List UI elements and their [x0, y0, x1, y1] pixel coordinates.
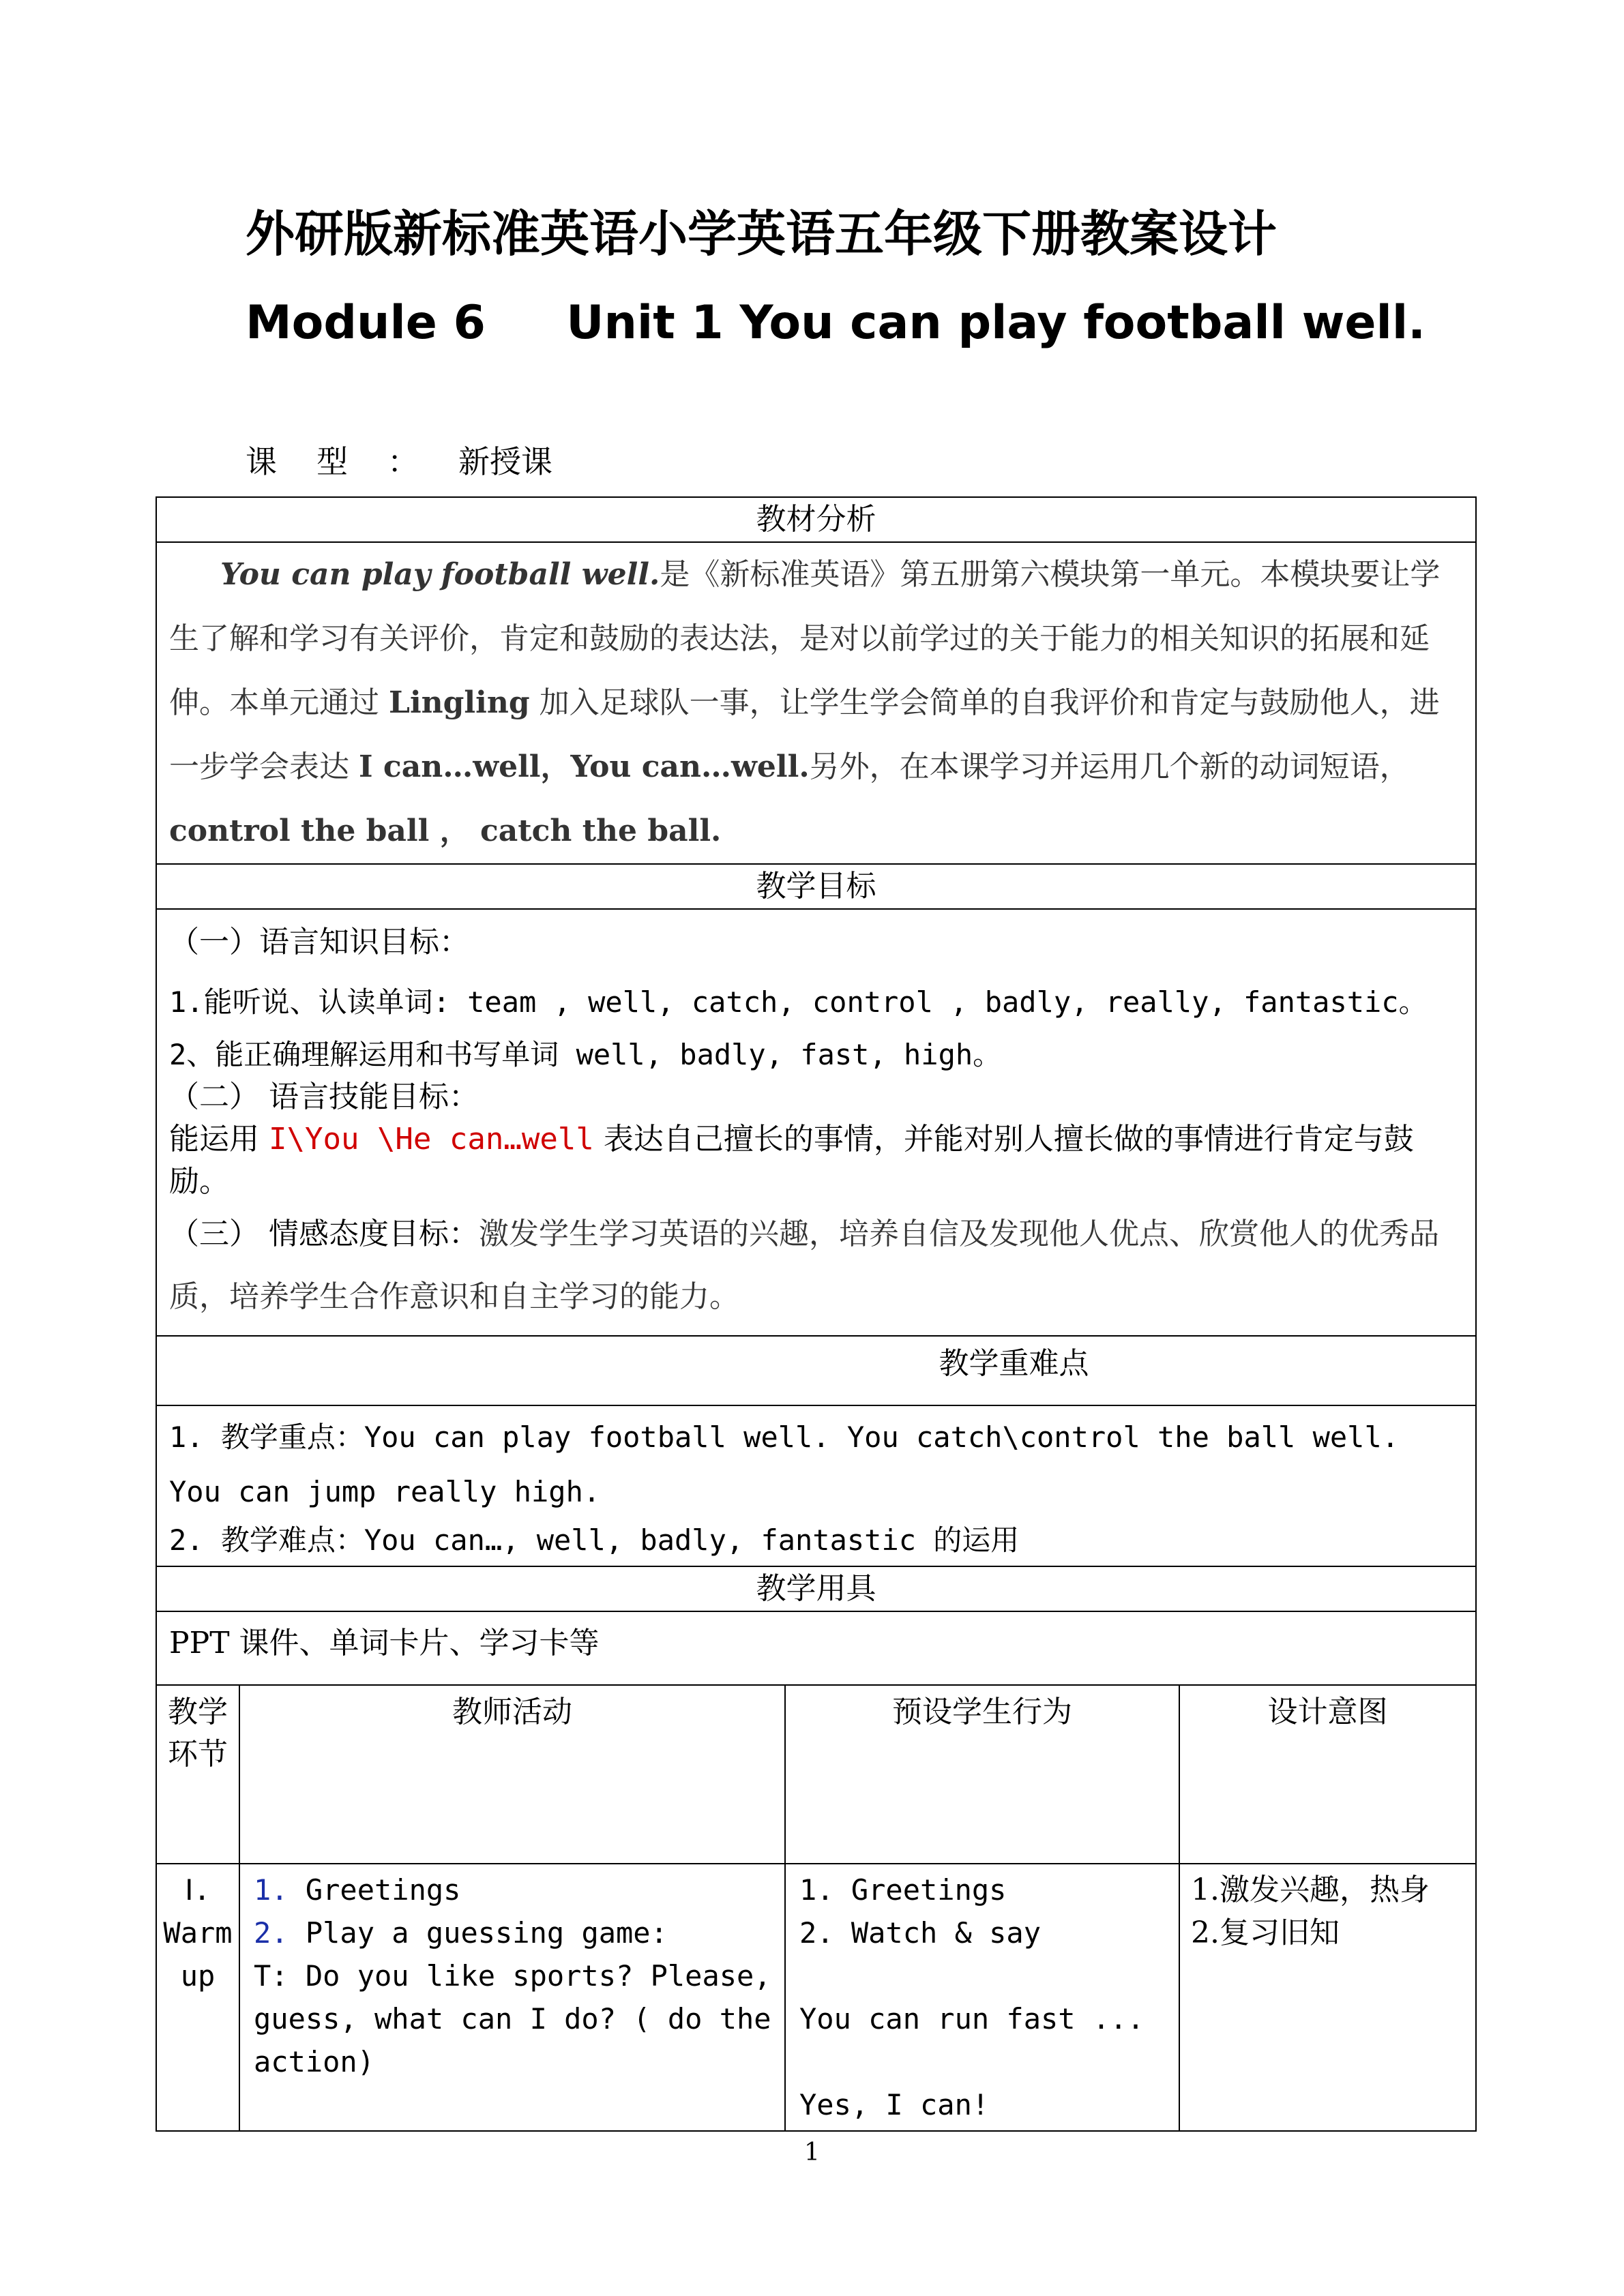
analysis-text-3: 另外，在本课学习并运用几个新的动词短语， — [809, 749, 1410, 784]
goal-3-heading: （三） 情感态度目标： — [169, 1217, 479, 1251]
teacher-step-2-num: 2. — [254, 1916, 289, 1950]
keypoints-header: 教学重难点 — [156, 1336, 1476, 1405]
student-line-3 — [799, 1954, 1173, 1997]
lesson-type-label: 课型： — [246, 443, 458, 480]
intent-line-1: 1.激发兴趣，热身 — [1191, 1873, 1430, 1907]
student-line-4: You can run fast ... — [799, 2002, 1145, 2036]
tools-content: PPT 课件、单词卡片、学习卡等 — [156, 1611, 1476, 1685]
teacher-step-2 — [254, 1911, 779, 1954]
analysis-header: 教材分析 — [156, 497, 1476, 542]
page-number: 1 — [804, 2138, 820, 2166]
lesson-type-value: 新授课 — [458, 443, 552, 480]
analysis-content — [156, 542, 1476, 864]
analysis-text-1: 是《新标准英语》第五册第六模块第一单元。本模块要让学生了解和学习有关评价，肯定和鼓励的表达法，是对以前学过的关于能力的相关知识的拓展和延伸。本单元通过 — [169, 557, 1441, 720]
goal-1-item-2: 2、能正确理解运用和书写单词 well, badly, fast, high。 — [169, 1038, 1002, 1071]
stage-cell: Ⅰ. Warm up — [156, 1864, 239, 2131]
lesson-type — [246, 442, 552, 483]
col-header-stage: 教学环节 — [156, 1685, 239, 1864]
student-line-6: Yes, I can! — [799, 2088, 990, 2121]
goal-1-heading: （一）语言知识目标： — [169, 925, 469, 959]
goal-2-text — [169, 1118, 1463, 1203]
keypoint-2: 2. 教学难点：You can…, well, badly, fantastic 的运用 — [169, 1523, 1020, 1557]
student-behavior — [785, 1864, 1179, 2131]
module-label: Module 6 — [246, 296, 486, 350]
student-line-1: 1. Greetings — [799, 1873, 1007, 1907]
goal-2-pattern: I\You \He can…well — [269, 1122, 594, 1157]
keypoint-1: 1. 教学重点：You can play football well. You catch\control the ball well. You can jump really high. — [169, 1420, 1400, 1508]
analysis-phrase-1: I can…well，You can…well. — [359, 749, 810, 784]
col-header-intent: 设计意图 — [1179, 1685, 1476, 1864]
analysis-text-2: 加入足球队一事，让学生学会简单的自我评价和肯定与鼓励他人，进一步学会表达 — [169, 685, 1440, 784]
design-intent — [1179, 1864, 1476, 2131]
teacher-step-3: T: Do you like sports? Please, guess, what can I do? ( do the action) — [254, 1959, 771, 2078]
keypoints-content — [156, 1405, 1476, 1566]
teacher-step-1 — [254, 1868, 779, 1911]
intent-line-2: 2.复习旧知 — [1191, 1915, 1340, 1950]
unit-label: Unit 1 You can play football well. — [566, 296, 1426, 350]
teacher-step-1-num: 1. — [254, 1873, 289, 1907]
goal-3 — [169, 1203, 1463, 1328]
goal-2-heading: （二） 语言技能目标： — [169, 1079, 479, 1114]
goal-3-text: 激发学生学习英语的兴趣，培养自信及发现他人优点、欣赏他人的优秀品质，培养学生合作意识和自主学习的能力。 — [169, 1217, 1439, 1314]
analysis-phrase-2: control the ball ， catch the ball. — [169, 814, 722, 848]
teacher-activity — [239, 1864, 785, 2131]
teacher-step-1-text: Greetings — [288, 1873, 461, 1907]
analysis-name: Lingling — [389, 685, 530, 720]
col-header-teacher: 教师活动 — [239, 1685, 785, 1864]
document-title: 外研版新标准英语小学英语五年级下册教案设计 — [246, 205, 1278, 263]
col-header-student: 预设学生行为 — [785, 1685, 1179, 1864]
goal-1-item-1: 1.能听说、认读单词: team , well, catch, control , badly, really, fantastic。 — [169, 985, 1428, 1019]
teacher-step-2-text: Play a guessing game: — [288, 1916, 668, 1950]
tools-header: 教学用具 — [156, 1566, 1476, 1611]
goal-2-pre: 能运用 — [169, 1122, 269, 1157]
goal-2-post: 表达自己擅长的事情，并能对别人擅长做的事情进行肯定与鼓励。 — [169, 1122, 1414, 1199]
goals-header: 教学目标 — [156, 864, 1476, 909]
document-subtitle — [246, 295, 1426, 351]
table-row — [156, 1864, 1476, 2131]
student-line-2: 2. Watch & say — [799, 1916, 1042, 1950]
analysis-title-phrase: You can play football well. — [220, 557, 660, 592]
student-line-5 — [799, 2040, 1173, 2083]
lesson-plan-table — [156, 496, 1477, 2132]
goals-content — [156, 909, 1476, 1336]
